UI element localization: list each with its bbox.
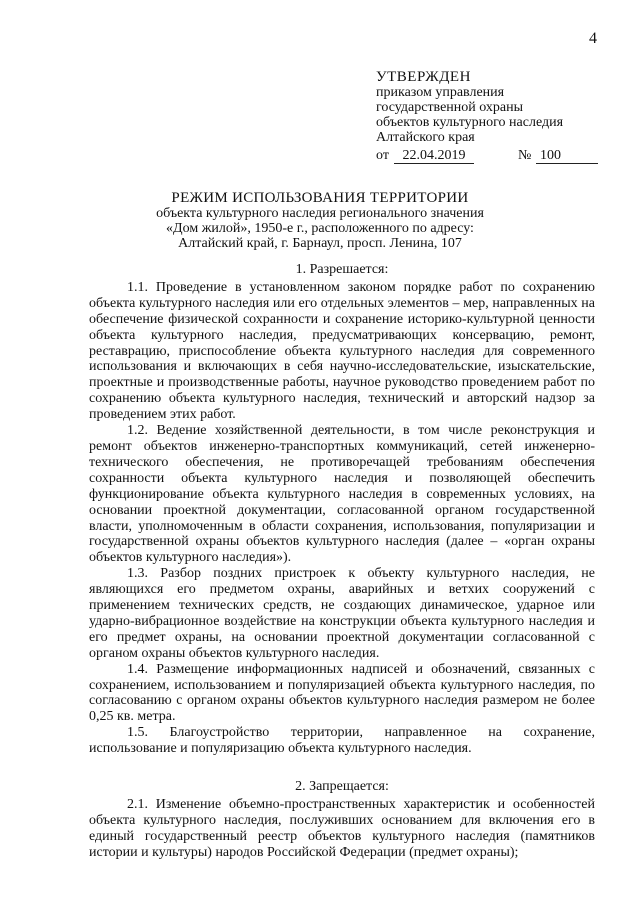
date-prefix: от bbox=[376, 148, 389, 163]
paragraph-1-2: 1.2. Ведение хозяйственной деятельности, в том числе реконструкция и ремонт объектов инженерно-транспортных коммуникаций, сетей инженерно-технического обеспечения, не противоречащей требованиям обеспечения сохранности объекта культурного наследия и позволяющей обеспечить функционирование объекта культурного наследия в современных условиях, на основании проектной документации, согласованной органом государственной власти, уполномоченным в области сохранения, использования, популяризации и государственной охраны объектов культурного наследия (далее – «орган охраны объектов культурного наследия»). bbox=[89, 423, 595, 566]
title-line: объекта культурного наследия регионального значения bbox=[156, 206, 484, 221]
approval-block bbox=[376, 70, 616, 168]
section-heading-prohibited: 2. Запрещается: bbox=[295, 779, 389, 795]
approval-line: приказом управления bbox=[376, 85, 505, 100]
order-date: 22.04.2019 bbox=[394, 148, 474, 164]
page-number: 4 bbox=[589, 30, 597, 47]
title-line: Алтайский край, г. Барнаул, просп. Ленина, 107 bbox=[178, 236, 462, 251]
paragraph-1-3: 1.3. Разбор поздних пристроек к объекту культурного наследия, не являющихся его предметом охраны, аварийных и ветхих сооружений с применением технических средств, не создающих динамическое, ударное или ударно-вибрационное воздействие на конструкции объекта культурного наследия и его предмет охраны, на основании проектной документации согласованной с органом охраны объектов культурного наследия. bbox=[89, 566, 595, 661]
approval-heading: УТВЕРЖДЕН bbox=[376, 69, 471, 85]
approval-date-line bbox=[376, 148, 616, 168]
document-title-block bbox=[60, 191, 580, 251]
paragraph-2-1: 2.1. Изменение объемно-пространственных характеристик и особенностей объекта культурного наследия, послуживших основанием для включения его в единый государственный реестр объектов культурного наследия (памятников истории и культуры) народов Российской Федерации (предмет охраны); bbox=[89, 797, 595, 860]
document-body bbox=[89, 262, 595, 861]
approval-line: объектов культурного наследия bbox=[376, 115, 564, 130]
paragraph-1-5: 1.5. Благоустройство территории, направленное на сохранение, использование и популяризацию объекта культурного наследия. bbox=[89, 725, 595, 757]
approval-line: Алтайского края bbox=[376, 130, 475, 145]
title-line: «Дом жилой», 1950-е г., расположенного по адресу: bbox=[166, 221, 474, 236]
paragraph-1-1: 1.1. Проведение в установленном законом порядке работ по сохранению объекта культурного наследия или его отдельных элементов – мер, направленных на обеспечение физической сохранности и сохранение историко-культурной ценности объекта культурного наследия, предусматривающих консервацию, ремонт, реставрацию, приспособление объекта культурного наследия для современного использования и включающих в себя научно-исследовательские, изыскательские, проектные и производственные работы, научное руководство проведением работ по сохранению объекта культурного наследия, технический и авторский надзор за проведением этих работ. bbox=[89, 279, 595, 423]
paragraph-1-4: 1.4. Размещение информационных надписей и обозначений, связанных с сохранением, использованием и популяризацией объекта культурного наследия, по согласованию с органом охраны объектов культурного наследия размером не более 0,25 кв. метра. bbox=[89, 661, 595, 725]
document-title: РЕЖИМ ИСПОЛЬЗОВАНИЯ ТЕРРИТОРИИ bbox=[171, 190, 469, 206]
order-number: 100 bbox=[536, 148, 598, 164]
number-prefix: № bbox=[518, 148, 532, 163]
section-heading-allowed: 1. Разрешается: bbox=[295, 262, 389, 277]
approval-line: государственной охраны bbox=[376, 100, 524, 115]
